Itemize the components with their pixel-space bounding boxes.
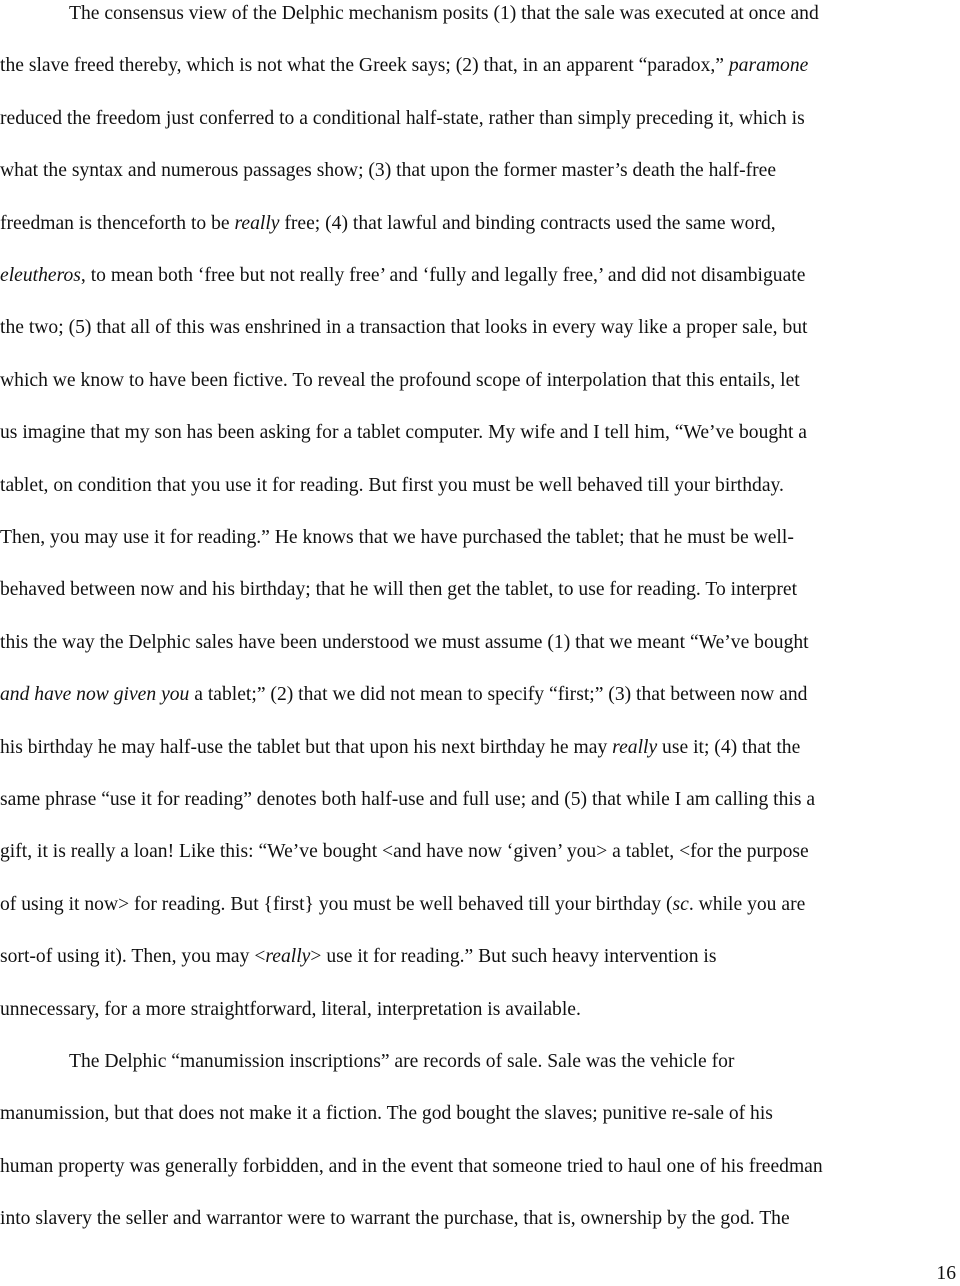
text-line — [0, 631, 809, 655]
text-segment: gift, it is really a loan! Like this: “We’ve bought <and have now ‘given’ you> a tablet, <for the purpose — [0, 841, 809, 863]
text-segment: the slave freed thereby, which is not what the Greek says; (2) that, in an apparent “paradox,” — [0, 55, 729, 77]
text-segment: free; (4) that lawful and binding contracts used the same word, — [279, 212, 776, 234]
text-segment: tablet, on condition that you use it for reading. But first you must be well behaved till your birthday. — [0, 474, 784, 496]
text-line — [0, 578, 797, 602]
text-segment: which we know to have been fictive. To reveal the profound scope of interpolation that this entails, let — [0, 369, 800, 391]
text-segment: manumission, but that does not make it a fiction. The god bought the slaves; punitive re-sale of his — [0, 1103, 773, 1125]
italic-text: eleutheros — [0, 265, 81, 286]
text-line — [0, 316, 807, 340]
italic-text: paramone — [728, 55, 809, 77]
text-segment: behaved between now and his birthday; that he will then get the tablet, to use for reading. To interpret — [0, 579, 798, 601]
text-line — [69, 1050, 734, 1074]
text-line — [0, 1155, 823, 1179]
text-line — [0, 1207, 790, 1231]
italic-text: really — [265, 946, 311, 968]
text-segment: , to mean both ‘free but not really free’ and ‘fully and legally free,’ and did not disambiguate — [80, 265, 806, 286]
text-segment: . while you are — [688, 893, 806, 915]
page-number: 16 — [936, 1263, 956, 1284]
text-line — [0, 526, 794, 550]
text-line — [0, 945, 716, 969]
text-segment: Then, you may use it for reading.” He knows that we have purchased the tablet; that he must be well- — [0, 527, 794, 548]
text-line — [0, 788, 815, 812]
text-segment: human property was generally forbidden, and in the event that someone tried to haul one of his freedman — [0, 1155, 823, 1177]
text-line — [0, 212, 776, 236]
text-segment: us imagine that my son has been asking for a tablet computer. My wife and I tell him, “We’ve bought a — [0, 422, 807, 444]
text-line — [0, 264, 805, 288]
text-segment: his birthday he may half-use the tablet but that upon his next birthday he may — [0, 736, 613, 758]
text-segment: same phrase “use it for reading” denotes both half-use and full use; and (5) that while I am calling this a — [0, 789, 816, 810]
italic-text: really — [234, 212, 280, 234]
text-segment: The Delphic “manumission inscriptions” are records of sale. Sale was the vehicle for — [69, 1051, 735, 1072]
text-segment: The consensus view of the Delphic mechanism posits (1) that the sale was executed at once and — [69, 3, 819, 24]
text-segment: > use it for reading.” But such heavy intervention is — [310, 946, 717, 968]
text-segment: the two; (5) that all of this was enshrined in a transaction that looks in every way like a proper sale, but — [0, 317, 808, 339]
italic-text: sc — [672, 893, 689, 915]
text-line — [0, 369, 800, 393]
text-segment: what the syntax and numerous passages show; (3) that upon the former master’s death the half-free — [0, 160, 777, 182]
text-segment: unnecessary, for a more straightforward, literal, interpretation is available. — [0, 998, 581, 1020]
text-segment: reduced the freedom just conferred to a conditional half-state, rather than simply preceding it, which is — [0, 107, 805, 129]
text-line — [0, 683, 807, 707]
text-segment: of using it now> for reading. But {first} you must be well behaved till your birthday ( — [0, 893, 673, 915]
text-segment: freedman is thenceforth to be — [0, 212, 235, 234]
text-line — [0, 421, 807, 445]
text-line — [69, 2, 819, 26]
text-line — [0, 840, 809, 864]
text-segment: use it; (4) that the — [657, 736, 801, 758]
text-line — [0, 54, 808, 78]
text-segment: a tablet;” (2) that we did not mean to specify “first;” (3) that between now and — [189, 684, 808, 706]
text-line — [0, 893, 805, 917]
text-line — [0, 107, 805, 131]
text-segment: into slavery the seller and warrantor were to warrant the purchase, that is, ownership by the god. The — [0, 1208, 790, 1230]
text-line — [0, 736, 800, 760]
italic-text: and have now given you — [0, 684, 190, 706]
text-line — [0, 159, 776, 183]
text-segment: sort-of using it). Then, you may < — [0, 946, 266, 968]
text-line — [0, 998, 581, 1022]
italic-text: really — [612, 736, 658, 758]
text-segment: this the way the Delphic sales have been understood we must assume (1) that we meant “We’ve bought — [0, 631, 809, 653]
text-line — [0, 474, 784, 498]
text-line — [0, 1102, 773, 1126]
